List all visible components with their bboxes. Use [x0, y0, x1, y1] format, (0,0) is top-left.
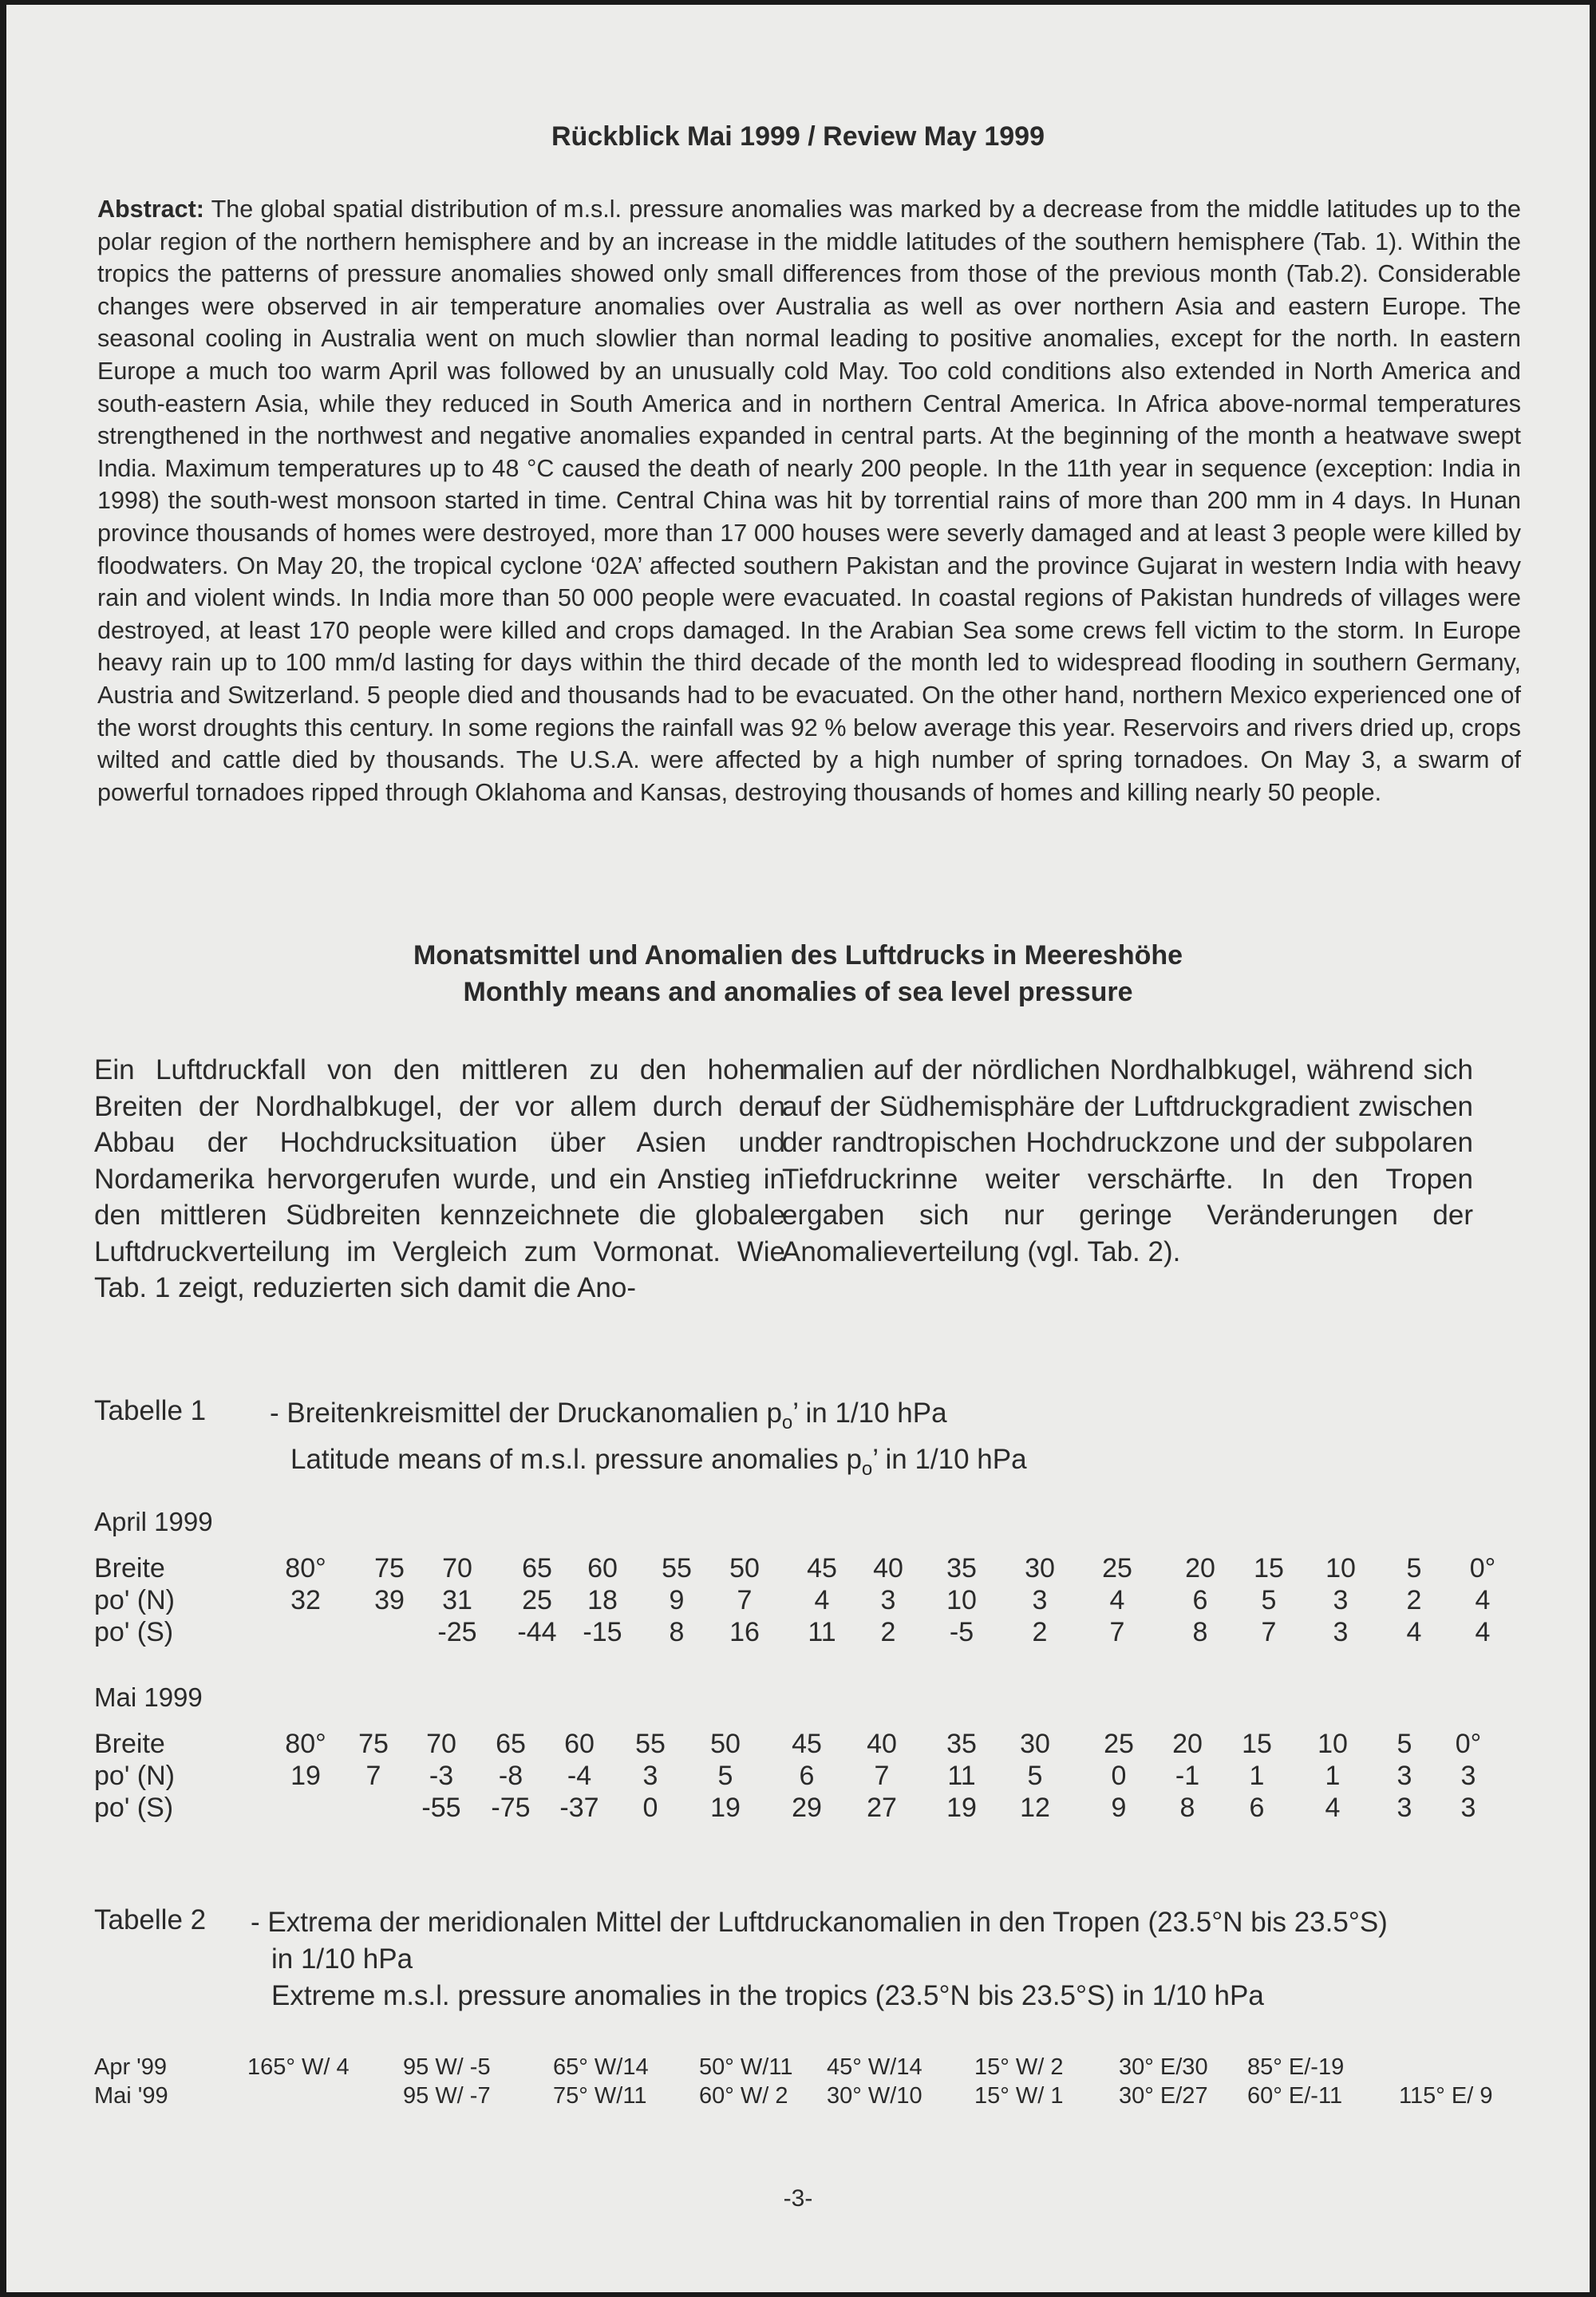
table1-cell: -8: [498, 1761, 523, 1791]
page-title: Rückblick Mai 1999 / Review May 1999: [551, 121, 1045, 152]
table1-cell: 12: [1020, 1793, 1050, 1823]
table1-cell: 16: [729, 1617, 760, 1647]
table1-cell: 11: [808, 1617, 836, 1647]
table1-cell: -3: [429, 1761, 454, 1791]
table1-cell: 4: [1109, 1585, 1125, 1615]
table1-cell: -1: [1175, 1761, 1200, 1791]
table1-row-label: po' (N): [94, 1585, 175, 1615]
table1-row-label: po' (N): [94, 1761, 175, 1791]
table1-cell: 9: [669, 1585, 685, 1615]
table1-cell: 3: [1396, 1761, 1412, 1791]
page-number: -3-: [783, 2185, 813, 2212]
table1-cell: -4: [567, 1761, 592, 1791]
table2-cell: 50° W/11: [699, 2054, 793, 2080]
table1-cell: 0°: [1469, 1553, 1496, 1583]
table2-cell: 85° E/-19: [1247, 2054, 1345, 2080]
table1-caption-en: Latitude means of m.s.l. pressure anomalies $p_o$’ in 1/10 hPa: [290, 1444, 1027, 1480]
table1-cell: 70: [442, 1553, 472, 1583]
table1-cell: 75: [374, 1553, 405, 1583]
table2-cell: 75° W/11: [553, 2083, 647, 2109]
table2-row-label: Apr '99: [94, 2054, 167, 2080]
table1-cell: 19: [290, 1761, 321, 1791]
table1-cell: 7: [365, 1761, 381, 1791]
table1-cell: 9: [1111, 1793, 1127, 1823]
table1-cell: 19: [710, 1793, 741, 1823]
table2-cell: 30° E/30: [1119, 2054, 1208, 2080]
table1-cell: -37: [559, 1793, 599, 1823]
table1-row-label: po' (S): [94, 1793, 174, 1823]
table2-cell: 30° W/10: [827, 2083, 922, 2109]
table1-cell: 25: [1102, 1553, 1132, 1583]
table1-cell: 7: [874, 1761, 890, 1791]
table1-cell: 40: [867, 1729, 897, 1759]
table1-cell: -25: [437, 1617, 477, 1647]
table2-cell: 30° E/27: [1119, 2083, 1208, 2109]
table1-cell: 10: [946, 1585, 977, 1615]
table1-cell: 60: [587, 1553, 618, 1583]
table1-cell: 8: [669, 1617, 685, 1647]
table2-cell: 95 W/ -7: [403, 2083, 491, 2109]
table1-cell: 3: [642, 1761, 658, 1791]
table2-cell: 60° E/-11: [1247, 2083, 1343, 2109]
table1-cell: 3: [1460, 1761, 1476, 1791]
table1-row-label: Breite: [94, 1729, 165, 1759]
table1-cell: 15: [1254, 1553, 1284, 1583]
table1-cell: 6: [1249, 1793, 1265, 1823]
table2-cell: 15° W/ 2: [974, 2054, 1064, 2080]
section-heading: [6, 937, 1590, 1010]
table1-cell: 11: [947, 1761, 976, 1791]
table1-cell: 25: [1104, 1729, 1134, 1759]
table1-cell: 3: [880, 1585, 896, 1615]
table1-cell: 4: [1406, 1617, 1422, 1647]
table1-cell: 8: [1179, 1793, 1195, 1823]
table1-cell: 4: [1475, 1585, 1491, 1615]
table1-cell: 8: [1192, 1617, 1208, 1647]
table1-cell: 35: [946, 1729, 977, 1759]
table1-cell: 3: [1333, 1617, 1349, 1647]
table1-period-april: April 1999: [94, 1507, 213, 1536]
table1-cell: 20: [1185, 1553, 1215, 1583]
table1-cell: 0: [642, 1793, 658, 1823]
body-column-right: malien auf der nördlichen Nordhalbkugel, während sich auf der Südhemisphäre der Luftdruckgradient zwischen der randtropischen Hochdruckzone und der subpolaren Tiefdruckrinne weiter verschärfte. In den Tropen ergaben sich nur geringe Veränderungen der Anomalieverteilung (vgl. Tab. 2).: [782, 1054, 1473, 1267]
table2-cell: 60° W/ 2: [699, 2083, 788, 2109]
table1-cell: -5: [949, 1617, 974, 1647]
table1-cell: 2: [1032, 1617, 1048, 1647]
table1-cell: 45: [807, 1553, 837, 1583]
table1-cell: 5: [1027, 1761, 1043, 1791]
table1-cell: -44: [517, 1617, 557, 1647]
table1-cell: 7: [737, 1585, 753, 1615]
table2-caption-2: in 1/10 hPa: [271, 1943, 413, 1975]
table1-cell: 15: [1242, 1729, 1272, 1759]
table1-cell: 5: [1396, 1729, 1412, 1759]
table1-cell: 55: [635, 1729, 666, 1759]
document-page: [6, 5, 1590, 2292]
table2-row-label: Mai '99: [94, 2083, 168, 2109]
table1-cell: 0°: [1455, 1729, 1482, 1759]
table1-cell: 31: [442, 1585, 472, 1615]
table1-cell: 3: [1032, 1585, 1048, 1615]
table1-cell: 45: [792, 1729, 822, 1759]
table2-caption-1: - Extrema der meridionalen Mittel der Luftdruckanomalien in den Tropen (23.5°N bis 23.5°S): [251, 1907, 1388, 1938]
body-column-left: Ein Luftdruckfall von den mittleren zu den hohen Breiten der Nordhalbkugel, der vor allem durch den Abbau der Hochdrucksituation über Asien und Nordamerika hervorgerufen wurde, und ein Anstieg in den mittleren Südbreiten kennzeichnete die globale Luftdruckverteilung im Vergleich zum Vormonat. Wie Tab. 1 zeigt, reduzierten sich damit die Ano-: [94, 1054, 785, 1303]
table1-period-mai: Mai 1999: [94, 1682, 203, 1712]
table1-cell: -55: [421, 1793, 461, 1823]
table2-cell: 95 W/ -5: [403, 2054, 491, 2080]
table1-cell: 3: [1460, 1793, 1476, 1823]
table1-cell: 75: [358, 1729, 389, 1759]
table1-cell: 18: [587, 1585, 618, 1615]
table1-cell: 80°: [285, 1729, 326, 1759]
table1-cell: 10: [1317, 1729, 1348, 1759]
table1-row-label: po' (S): [94, 1617, 174, 1647]
table1-cell: 1: [1249, 1761, 1265, 1791]
table1-cell: 0: [1111, 1761, 1127, 1791]
section-heading-de: Monatsmittel und Anomalien des Luftdrucks in Meereshöhe: [413, 940, 1183, 971]
table1-cell: 19: [946, 1793, 977, 1823]
table1-cell: -75: [491, 1793, 531, 1823]
table1-cell: 2: [1406, 1585, 1422, 1615]
table1-cell: 4: [1325, 1793, 1341, 1823]
table1-cell: 4: [1475, 1617, 1491, 1647]
table1-cell: 70: [426, 1729, 456, 1759]
table1-cell: 25: [522, 1585, 552, 1615]
table1-cell: 5: [1261, 1585, 1277, 1615]
table1-cell: 7: [1261, 1617, 1277, 1647]
table2-cell: 165° W/ 4: [247, 2054, 350, 2080]
table1-cell: 6: [799, 1761, 815, 1791]
table1-cell: 65: [522, 1553, 552, 1583]
table1-cell: 55: [662, 1553, 692, 1583]
table1-cell: 65: [496, 1729, 526, 1759]
table1-cell: 3: [1333, 1585, 1349, 1615]
table1-cell: 5: [717, 1761, 733, 1791]
table1-cell: 39: [374, 1585, 405, 1615]
abstract-paragraph: [97, 193, 1521, 808]
table1-cell: 80°: [285, 1553, 326, 1583]
table1-cell: 32: [290, 1585, 321, 1615]
table1-cell: 4: [814, 1585, 830, 1615]
table2-cell: 65° W/14: [553, 2054, 649, 2080]
table1-caption-de: - Breitenkreismittel der Druckanomalien $p_o$’ in 1/10 hPa: [270, 1398, 947, 1433]
table1-cell: -15: [583, 1617, 622, 1647]
table1-cell: 60: [564, 1729, 595, 1759]
table1-label: Tabelle 1: [94, 1395, 207, 1426]
table1-cell: 40: [873, 1553, 903, 1583]
table1-cell: 5: [1406, 1553, 1422, 1583]
table2-caption-3: Extreme m.s.l. pressure anomalies in the tropics (23.5°N bis 23.5°S) in 1/10 hPa: [271, 1980, 1264, 2011]
table1-cell: 27: [867, 1793, 897, 1823]
table1-cell: 35: [946, 1553, 977, 1583]
section-heading-en: Monthly means and anomalies of sea level pressure: [463, 977, 1133, 1007]
abstract-text: The global spatial distribution of m.s.l. pressure anomalies was marked by a decrease from the middle latitudes up to the polar region of the northern hemisphere and by an increase in the middle latitudes of the southern hemisphere (Tab. 1). Within the tropics the patterns of pressure anomalies showed only small differences from those of the previous month (Tab.2). Considerable changes were observed in air temperature anomalies over Australia as well as over northern Asia and eastern Europe. The seasonal cooling in Australia went on much slowlier than normal leading to positive anomalies, except for the north. In eastern Europe a much too warm April was followed by an unusually cold May. Too cold conditions also extended in North America and south-eastern Asia, while they reduced in South America and in northern Central America. In Africa above-normal temperatures strengthened in the northwest and negative anomalies expanded in central parts. At the beginning of the month a heatwave swept India. Maximum temperatures up to 48 °C caused the death of nearly 200 people. In the 11th year in sequence (exception: India in 1998) the south-west monsoon started in time. Central China was hit by torrential rains of more than 200 mm in 4 days. In Hunan province thousands of homes were destroyed, more than 17 000 houses were severly damaged and at least 3 people were killed by floodwaters. On May 20, the tropical cyclone ‘02A’ affected southern Pakistan and the province Gujarat in western India with heavy rain and violent winds. In India more than 50 000 people were evacuated. In coastal regions of Pakistan hundreds of villages were destroyed, at least 170 people were killed and crops damaged. In the Arabian Sea some crews fell victim to the storm. In Europe heavy rain up to 100 mm/d lasting for days within the third decade of the month led to widespread flooding in southern Germany, Austria and Switzerland. 5 people died and thousands had to be evacuated. On the other hand, northern Mexico experienced one of the worst droughts this century. In some regions the rainfall was 92 % below average this year. Reservoirs and rivers dried up, crops wilted and cattle died by thousands. The U.S.A. were affected by a high number of spring tornadoes. On May 3, a swarm of powerful tornadoes ripped through Oklahoma and Kansas, destroying thousands of homes and killing nearly 50 people.: [97, 196, 1521, 806]
table1-cell: 29: [792, 1793, 822, 1823]
table1-cell: 30: [1025, 1553, 1055, 1583]
table1-cell: 3: [1396, 1793, 1412, 1823]
table1-cell: 50: [710, 1729, 741, 1759]
table1-cell: 2: [880, 1617, 896, 1647]
table1-cell: 50: [729, 1553, 760, 1583]
table2-cell: 15° W/ 1: [974, 2083, 1064, 2109]
table2-cell: 115° E/ 9: [1399, 2083, 1493, 2109]
table1-cell: 7: [1109, 1617, 1125, 1647]
table1-cell: 30: [1020, 1729, 1050, 1759]
abstract-label: Abstract:: [97, 196, 204, 223]
table1-cell: 10: [1325, 1553, 1356, 1583]
table1-row-label: Breite: [94, 1553, 165, 1583]
table1-cell: 6: [1192, 1585, 1208, 1615]
table1-cell: 1: [1325, 1761, 1341, 1791]
table1-cell: 20: [1172, 1729, 1203, 1759]
table2-cell: 45° W/14: [827, 2054, 922, 2080]
table2-label: Tabelle 2: [94, 1904, 207, 1935]
